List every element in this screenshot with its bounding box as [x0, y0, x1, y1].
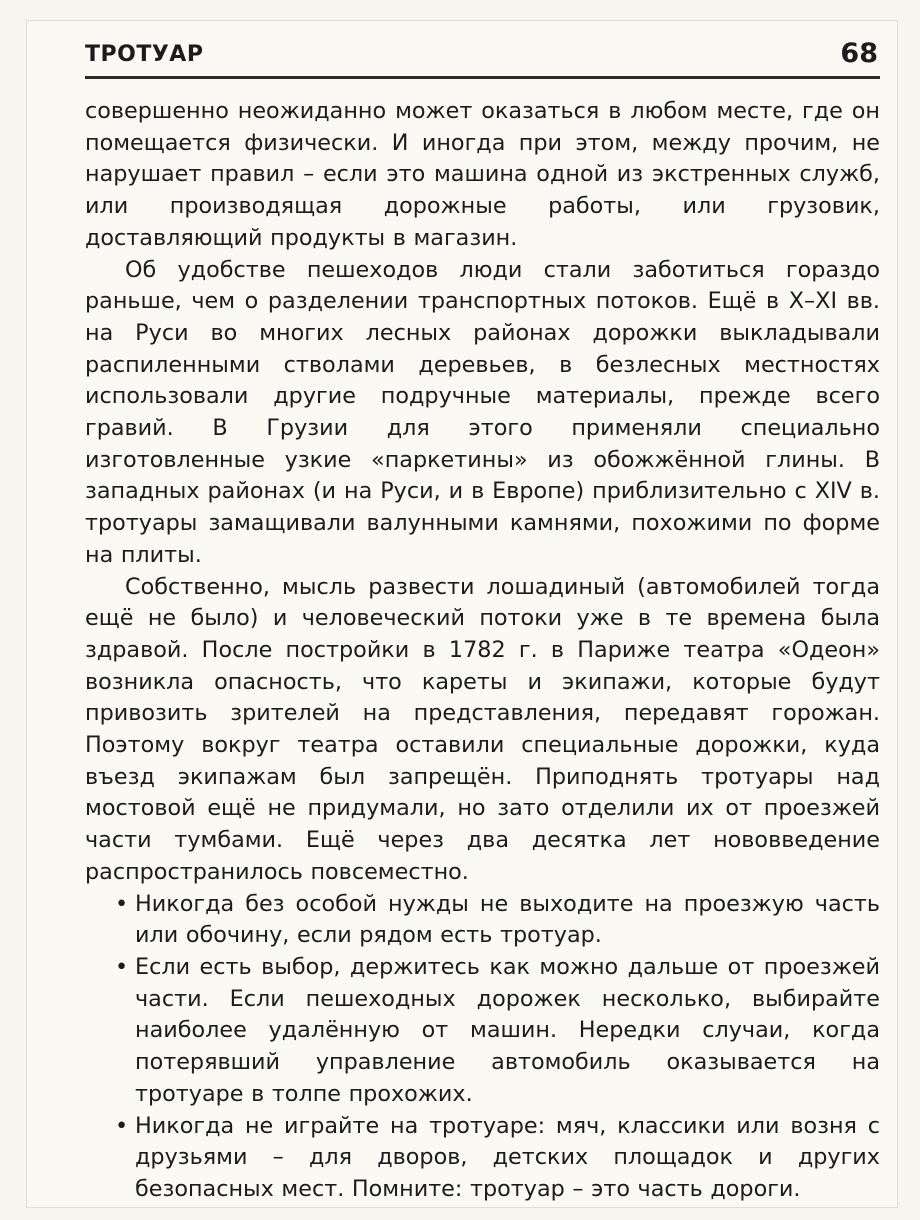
bullet-icon: •: [115, 1112, 129, 1139]
paragraph-pedestrian-history: Об удобстве пешеходов люди стали заботиться гораздо раньше, чем о разделении транспортных потоков. Ещё в X–XI вв. на Руси во многих лесных районах дорожки выкладывали распиленными стволами деревьев, в безлесных местностях использовали другие подручные материалы, прежде всего гравий. В Грузии для этого применяли специально изготовленные узкие «паркетины» из обожжённой глины. В западных районах (и на Руси, и в Европе) приблизительно с XIV в. тротуары замащивали валунными камнями, похожими по форме на плиты.: [85, 256, 880, 568]
bullet-icon: •: [115, 953, 129, 980]
paragraph-paris-odeon: Собственно, мысль развести лошадиный (автомобилей тогда ещё не было) и человеческий потоки уже в те времена была здравой. После постройки в 1782 г. в Париже театра «Одеон» возникла опасность, что кареты и экипажи, которые будут привозить зрителей на представления, передавят горожан. Поэтому вокруг театра оставили специальные дорожки, куда въезд экипажам был запрещён. Приподнять тротуары над мостовой ещё не придумали, но зато отделили их от проезжей части тумбами. Ещё через два десятка лет нововведение распространилось повсеместно.: [85, 573, 880, 885]
list-item-text: Никогда не играйте на тротуаре: мяч, классики или возня с друзьями – для дворов, детских площадок и других безопасных мест. Помните: тротуар – это часть дороги.: [135, 1112, 880, 1202]
page-body: [85, 96, 880, 1206]
list-item-text: Никогда без особой нужды не выходите на проезжую часть или обочину, если рядом есть тротуар.: [135, 890, 880, 949]
list-item: [85, 1111, 880, 1206]
safety-rules-list: [85, 889, 880, 1206]
list-item: [85, 889, 880, 952]
page-number: 68: [840, 38, 878, 69]
bullet-icon: •: [115, 890, 129, 917]
paragraph-continued: совершенно неожиданно может оказаться в любом месте, где он помещается физически. И иногда при этом, между прочим, не нарушает правил – если это машина одной из экстренных служб, или производящая дорожные работы, или грузовик, доставляющий продукты в магазин.: [85, 98, 880, 251]
list-item: [85, 952, 880, 1111]
running-header-title: ТРОТУАР: [85, 42, 204, 67]
running-header: [85, 40, 880, 79]
list-item-text: Если есть выбор, держитесь как можно дальше от проезжей части. Если пешеходных дорожек несколько, выбирайте наиболее удалённую от машин. Нередки случаи, когда потерявший управление автомобиль оказывается на тротуаре в толпе прохожих.: [135, 953, 880, 1107]
